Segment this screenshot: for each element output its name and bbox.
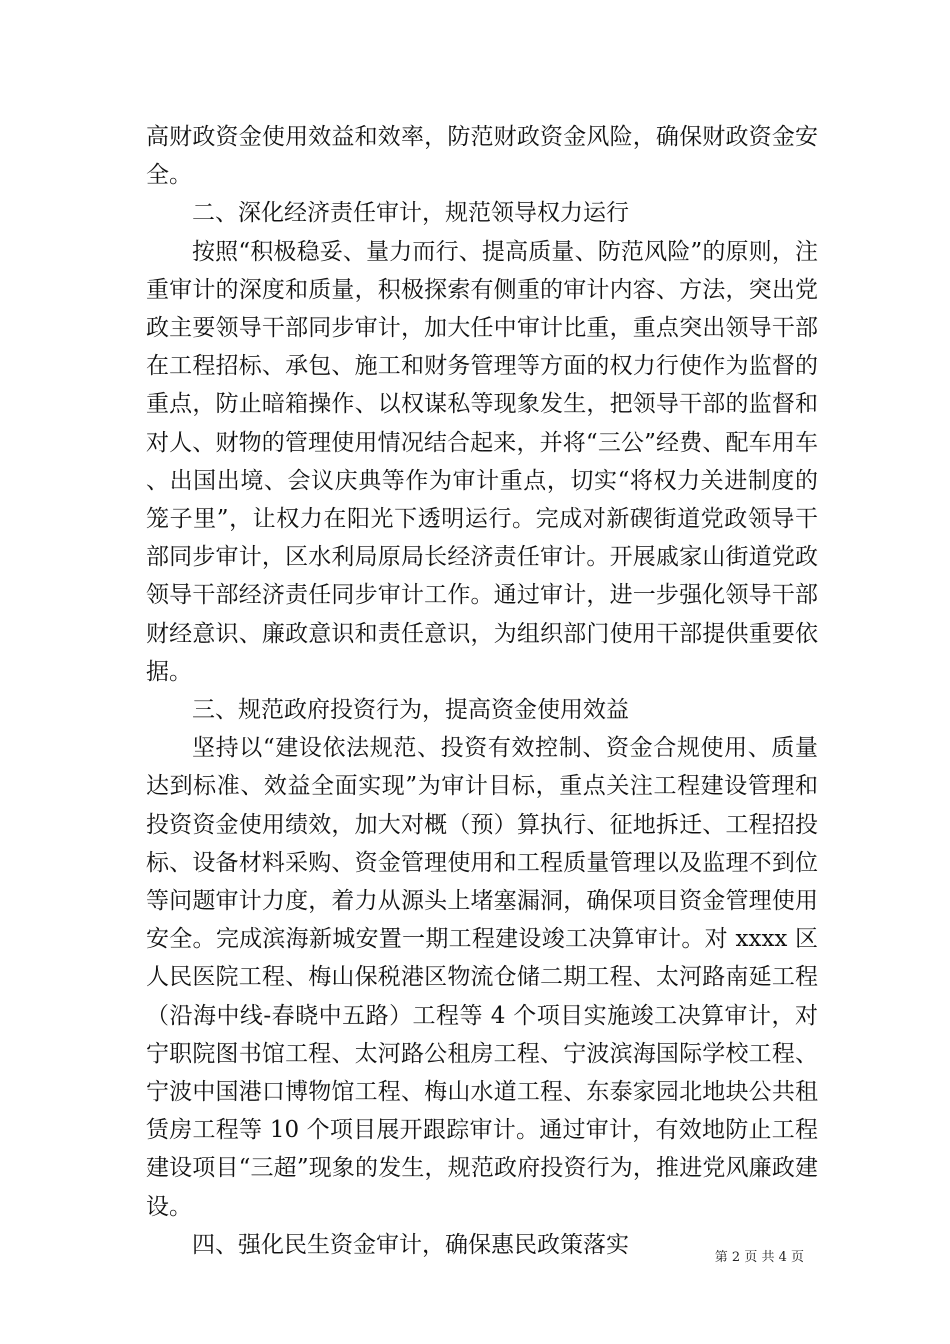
page-number-footer: 第 2 页 共 4 页: [714, 1250, 804, 1265]
paragraph-continuation: 高财政资金使用效益和效率，防范财政资金风险，确保财政资金安全。: [146, 124, 818, 189]
section-heading-4: 四、强化民生资金审计，确保惠民政策落实: [192, 1231, 629, 1258]
section-heading-3: 三、规范政府投资行为，提高资金使用效益: [192, 697, 629, 724]
document-body: [146, 118, 818, 1264]
paragraph-government-investment-audit: 坚持以“建设依法规范、投资有效控制、资金合规使用、质量达到标准、效益全面实现”为审计目标，重点关注工程建设管理和投资资金使用绩效，加大对概（预）算执行、征地拆迁、工程招投标、设备材料采购、资金管理使用和工程质量管理以及监理不到位等问题审计力度，着力从源头上堵塞漏洞，确保项目资金管理使用安全。完成滨海新城安置一期工程建设竣工决算审计。对 xxxx 区人民医院工程、梅山保税港区物流仓储二期工程、太河路南延工程（沿海中线-春晓中五路）工程等 4 个项目实施竣工决算审计，对宁职院图书馆工程、太河路公租房工程、宁波滨海国际学校工程、宁波中国港口博物馆工程、梅山水道工程、东泰家园北地块公共租赁房工程等 10 个项目展开跟踪审计。通过审计，有效地防止工程建设项目“三超”现象的发生，规范政府投资行为，推进党风廉政建设。: [146, 735, 818, 1220]
paragraph-economic-responsibility-audit: 按照“积极稳妥、量力而行、提高质量、防范风险”的原则，注重审计的深度和质量，积极探索有侧重的审计内容、方法，突出党政主要领导干部同步审计，加大任中审计比重，重点突出领导干部在工程招标、承包、施工和财务管理等方面的权力行使作为监督的重点，防止暗箱操作、以权谋私等现象发生，把领导干部的监督和对人、财物的管理使用情况结合起来，并将“三公”经费、配车用车、出国出境、会议庆典等作为审计重点，切实“将权力关进制度的笼子里”，让权力在阳光下透明运行。完成对新碶街道党政领导干部同步审计，区水利局原局长经济责任审计。开展戚家山街道党政领导干部经济责任同步审计工作。通过审计，进一步强化领导干部财经意识、廉政意识和责任意识，为组织部门使用干部提供重要依据。: [146, 238, 818, 685]
section-heading-2: 二、深化经济责任审计，规范领导权力运行: [192, 200, 629, 227]
